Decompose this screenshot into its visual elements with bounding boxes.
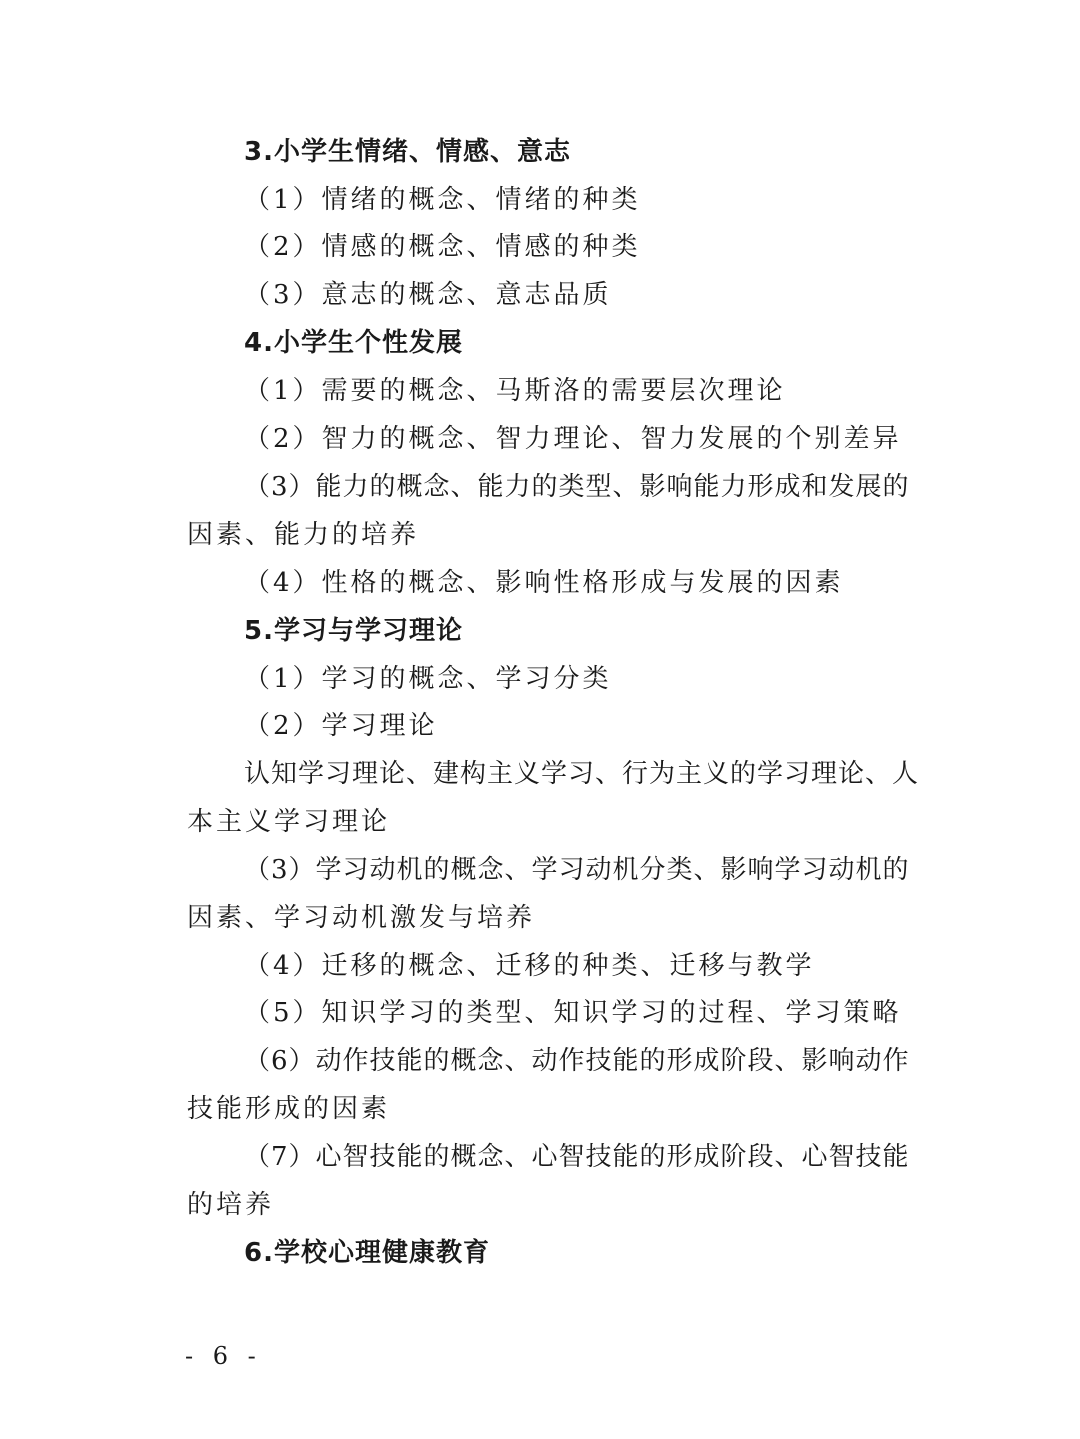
list-item: （3）意志的概念、意志品质 [244, 280, 612, 310]
section-heading-6: 6.学校心理健康教育 [244, 1238, 490, 1268]
list-item: （4）性格的概念、影响性格形成与发展的因素 [244, 568, 844, 598]
list-item: （7）心智技能的概念、心智技能的形成阶段、心智技能 [244, 1142, 910, 1172]
paragraph-line: 认知学习理论、建构主义学习、行为主义的学习理论、人 [244, 759, 920, 789]
list-item: （2）情感的概念、情感的种类 [244, 232, 641, 262]
list-item-continuation: 因素、学习动机激发与培养 [187, 903, 536, 933]
list-item-continuation: 因素、能力的培养 [187, 520, 420, 550]
list-item: （3）能力的概念、能力的类型、影响能力形成和发展的 [244, 472, 910, 502]
section-heading-5: 5.学习与学习理论 [244, 616, 463, 646]
list-item: （3）学习动机的概念、学习动机分类、影响学习动机的 [244, 855, 910, 885]
list-item: （6）动作技能的概念、动作技能的形成阶段、影响动作 [244, 1046, 910, 1076]
list-item-continuation: 技能形成的因素 [187, 1094, 391, 1124]
list-item: （5）知识学习的类型、知识学习的过程、学习策略 [244, 998, 902, 1028]
page-number: - 6 - [185, 1342, 262, 1370]
list-item: （1）情绪的概念、情绪的种类 [244, 185, 641, 215]
list-item: （1）需要的概念、马斯洛的需要层次理论 [244, 376, 786, 406]
list-item: （4）迁移的概念、迁移的种类、迁移与教学 [244, 951, 815, 981]
list-item: （2）智力的概念、智力理论、智力发展的个别差异 [244, 424, 902, 454]
section-heading-4: 4.小学生个性发展 [244, 328, 463, 358]
section-heading-3: 3.小学生情绪、情感、意志 [244, 137, 571, 167]
list-item: （1）学习的概念、学习分类 [244, 664, 612, 694]
list-item: （2）学习理论 [244, 711, 438, 741]
list-item-continuation: 的培养 [187, 1190, 275, 1220]
paragraph-continuation: 本主义学习理论 [187, 807, 391, 837]
